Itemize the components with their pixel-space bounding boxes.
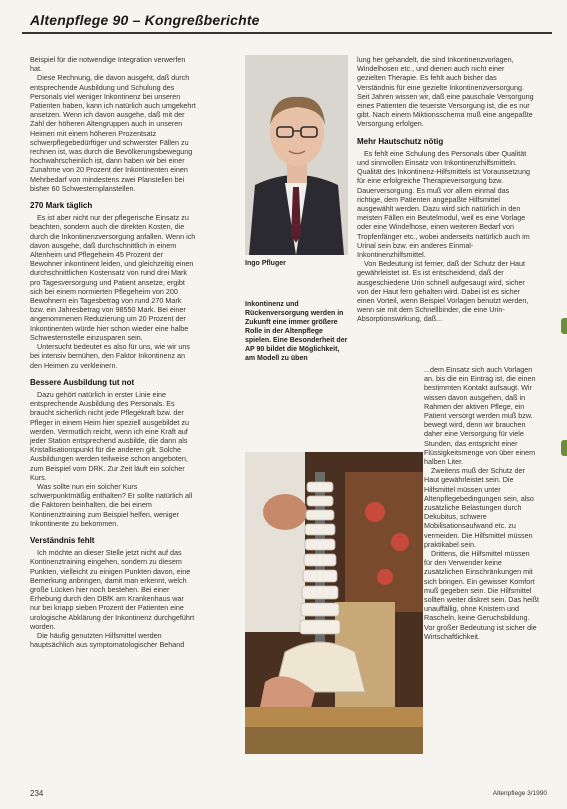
paragraph: Was sollte nun ein solcher Kurs schwerpunktmäßig enthalten? Er sollte natürlich all die Faktoren beinhalten, die bei einem Kontinenztraining zum Beispiel helfen, weniger Inkontinente zu bekommen. [30, 481, 193, 528]
paragraph: Es fehlt eine Schulung des Personals über Qualität und sinnvollen Einsatz von Inkontinenzhilfsmitteln. Qualität des Inkontinenz-Hilfsmittels ist Voraussetzung für eine erfolgreiche Therapieversorgung bzw. Dauerversorgung. Es muß vor allem einmal das richtige, dem Patienten angepaßte Hilfsmittel ausgewählt werden. Dazu wird sich natürlich in den meisten Fällen ein Beutelmodul, weil es eine Vorlage oder eine Windelhose, einen weiteren Bedarf von Tropfenfänger etc., wobei anderseits natürlich auch im Urinal sein bzw. ein anderes Einmal-Inkontinenzhilfsmittel. [357, 148, 530, 260]
paragraph: Diese Rechnung, die davon ausgeht, daß durch entsprechende Ausbildung und Schulung des Personals viel weniger Inkontinenz bei unseren Patienten haben, kann ich natürlich auch umgekehrt ansetzen. Wenn ich davon ausgehe, daß mit der Zahl der höheren Altengruppen auch in unseren Heimen mit einem höheren Prozentsatz schwerpflegebedürftiger und schwerster Fällen zu rechnen ist, was durch die Bevölkerungsbewegung hochwahrscheinlich ist, dann haben wir bei einer Zunahme von 20 Prozent der Inkontinenten einen Mehrbedarf von mindestens zwei Planstellen bei bisher 60 Schwesternplanstellen. [30, 73, 196, 193]
paragraph: Von Bedeutung ist ferner, daß der Schutz der Haut gewährleistet ist. Es ist entscheidend, daß der ausgeschiedene Urin schnell aufgesaugt wird, sicher von der Haut fern gehalten wird. Dabei ist es sicher einen Vorteil, wenn Beispiel Vorlagen benutzt werden, wenn sie mit dem Schnellbinder, die eine Urin-Absorptionswirkung, daß... [357, 259, 529, 324]
portrait-illustration [245, 55, 348, 255]
paragraph: Die häufig genutzten Hilfsmittel werden hauptsächlich aus symptomatologischer Behand [30, 630, 185, 650]
paragraph: Untersucht bedeutet es also für uns, wie wir uns bei intensiv bemühen, den Faktor Inkontinenz an den Heimen zu verkleinern. [30, 342, 191, 370]
journal-reference: Altenpflege 3/1990 [492, 790, 547, 797]
column-right [357, 55, 535, 324]
portrait-photo [245, 55, 348, 255]
paragraph: Zweitens muß der Schutz der Haut gewährleistet sein. Die Hilfsmittel müssen unter Altenpflegebedingungen sein, also zusätzliche Belastungen durch Dekubitus, schwere Mobilisationsaufwand etc. zu vermeiden. Die Hilfsmittel müssen praktikabel sein. [424, 466, 534, 549]
column-right-lower [424, 365, 540, 641]
column-left [30, 55, 196, 649]
spine-model-photo [245, 452, 423, 754]
paragraph: ...dem Einsatz sich auch Vorlagen an, bis die ein Eintrag ist, die einen bestimmten Kontakt aufsaugt. Wir wissen davon ausgehen, daß in Rahmen der aktiven Pflege, ein Patient versorgt werden muß bzw. bewegt wird, denn wir brauchen daher eine Versorgung für viele Stunden, das entspricht einer Flüssigkeitsmenge von über einem halben Liter. [424, 365, 536, 467]
page-number: 234 [30, 789, 44, 798]
spine-model-illustration [245, 452, 423, 754]
page-header [22, 10, 552, 34]
paragraph: Ich möchte an dieser Stelle jetzt nicht auf das Kontinenztraining eingehen, sondern zu diesem Punkten, vielleicht zu einigen Punkten davon, eine Bemerkung anbringen, damit man erkennt, welch große Lücken hier noch bestehen. Bei einer Erhebung durch den DBfK am Krankenhaus war nur bei knapp sieben Prozent der Patienten eine urologische Abklärung der Inkontinenz durchgeführt worden. [30, 548, 195, 631]
photo-caption: Inkontinenz und Rückenversorgung werden in Zukunft eine immer größere Rolle in der Altenpflege spielen. Eine Besonderheit der AP 90 bildet die Möglichkeit, am Modell zu üben [245, 301, 348, 362]
section-heading: Bessere Ausbildung tut not [30, 377, 135, 387]
paragraph: Drittens, die Hilfsmittel müssen für den Verwender keine zusätzlichen Einschränkungen mit sich bringen. Ein gewisser Komfort muß gegeben sein. Die Hilfsmittel sollten weiter diskret sein. Das heißt unauffällig, ohne Knistern und Rascheln, keine Geruchsbildung. Vor großer Bedeutung ist sicher die Wirtschaftlichkeit. [424, 549, 540, 641]
paragraph: Es ist aber nicht nur der pflegerische Einsatz zu beachten, sondern auch die direkten Kosten, die durch die Inkontinenzversorgung anfallen. Wenn ich davon ausgehe, daß durchschnittlich in einem Altenheim und Pflegeheim 45 Prozent der Bewohner inkontinent leiden, und gleichzeitig einen durchschnittlichen Kostensatz von rund drei Mark pro Tagesversorgung und Patient ansetze, ergibt sich bei einem normierten Pflegeheim von 200 Bewohnern ein Tagesbetrag von rund 270 Mark bzw. ein Jahresbetrag von 98550 Mark. Bei einer angenommenen Reduzierung um 20 Prozent der Inkontinenten würde hier schon wieder eine halbe Schwesternstelle einzusparen sein. [30, 213, 196, 342]
paragraph: Dazu gehört natürlich in erster Linie eine entsprechende Ausbildung des Personals. Es braucht sicherlich nicht jede Pflegekraft bzw. der Pfleger in einem Heim hier speziell ausgebildet zu werden. Vermutlich reicht, wenn ich eine Kraft auf jeder Station entsprechend ausbilde, die dann als Kristallisationspunkt für die anderen gilt. Solche Ausbildungen werden teilweise schon angeboten, zum Beispiel vom DRK. Zur Zeit läuft ein solcher Kurs. [30, 389, 190, 482]
header-title: Altenpflege 90 – Kongreßberichte [30, 12, 260, 28]
portrait-caption: Ingo Pfluger [245, 260, 286, 267]
section-heading: Verständnis fehlt [30, 535, 95, 545]
page-edge-tab [561, 318, 567, 334]
section-heading: Mehr Hautschutz nötig [357, 136, 444, 146]
page-edge-tab [561, 440, 567, 456]
paragraph: lung her gehandelt, die sind Inkontinenzvorlagen, Windelhosen etc., und dienen auch nicht einer gezielten Therapie. Es fehlt auch bisher das Verständnis für eine gezielte Inkontinenzversorgung. Seit Jahren wissen wir, daß eine pauschale Versorgung eines Patienten die teuerste Versorgung ist, die es nur gibt. Nach einem Miktionsschema muß eine angepaßte Versorgung erfolgen. [357, 55, 534, 129]
paragraph: Beispiel für die notwendige Integration verwerfen hat. [30, 55, 186, 74]
section-heading: 270 Mark täglich [30, 201, 93, 211]
